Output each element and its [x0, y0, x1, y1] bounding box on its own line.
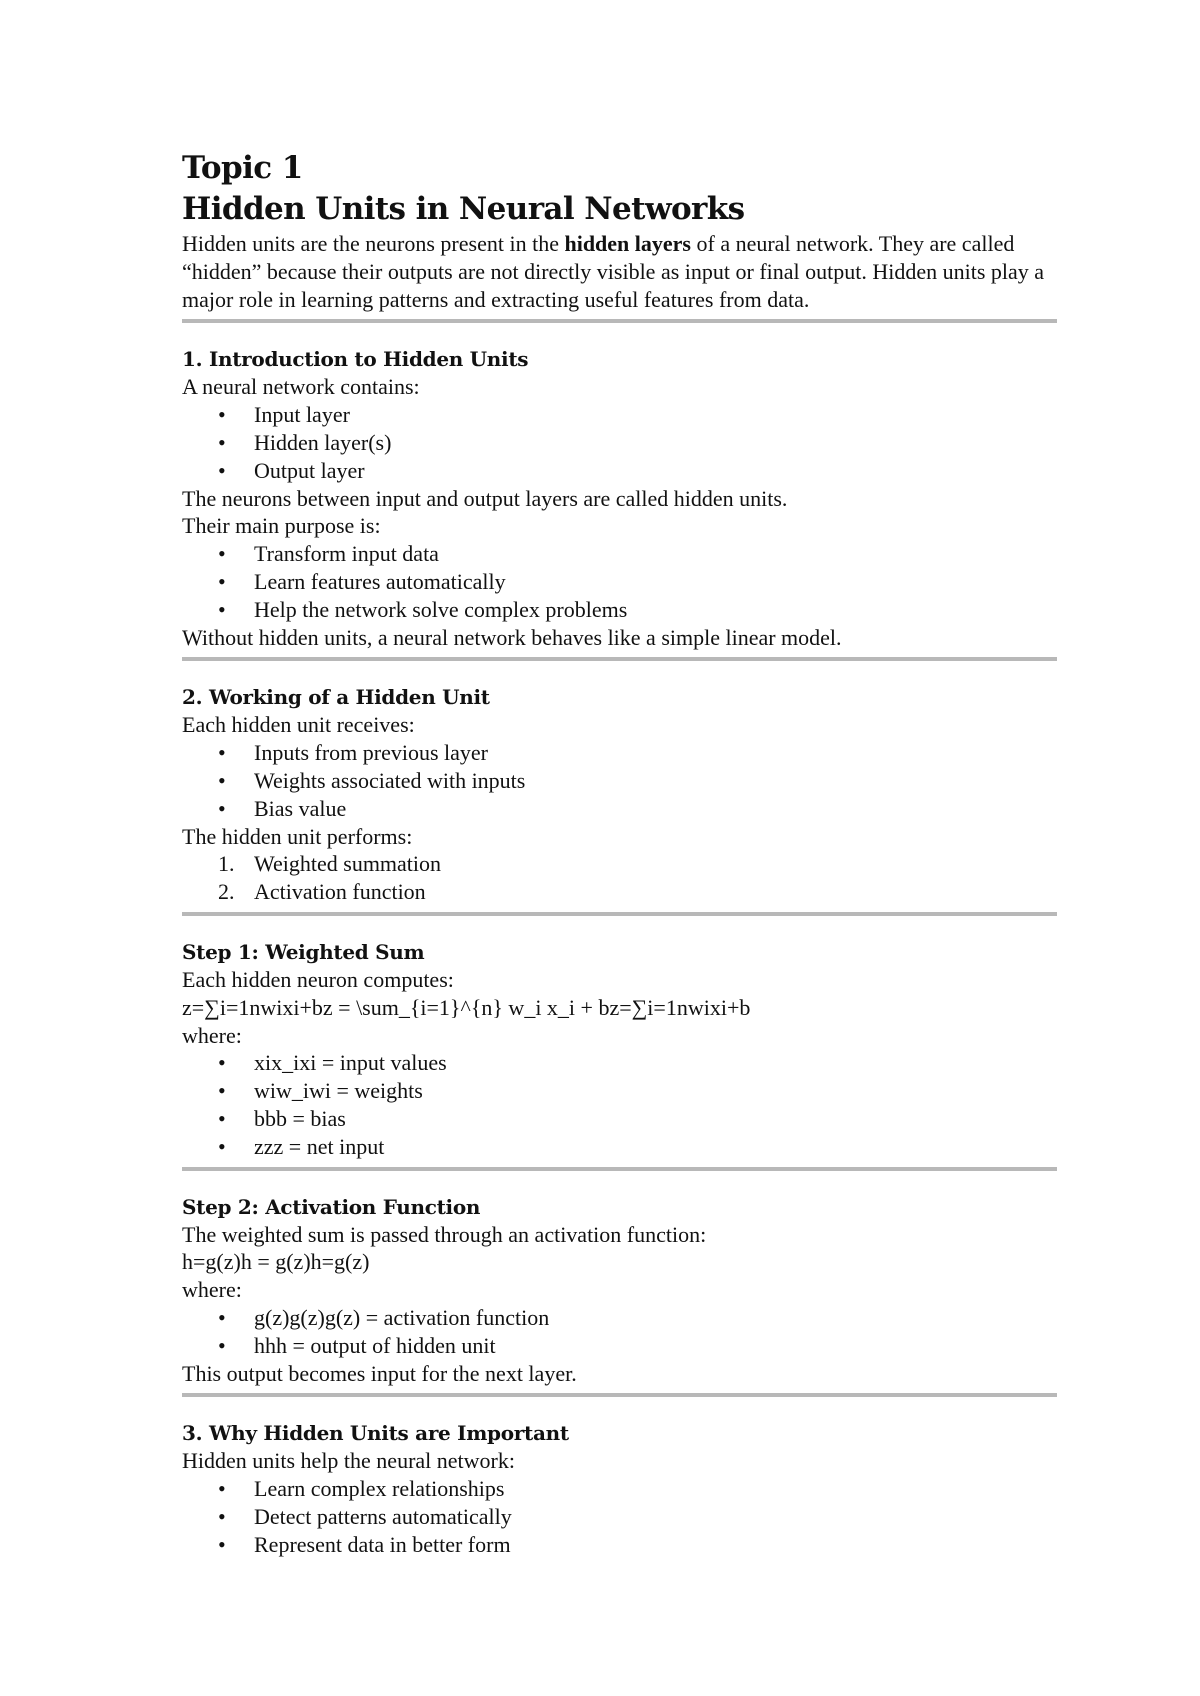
list-item: 2. Activation function	[218, 879, 426, 905]
bullet-list-layers	[182, 401, 1057, 484]
bold-hidden-layers: hidden layers	[564, 231, 691, 256]
section-divider	[182, 1167, 1057, 1171]
list-item: • Weights associated with inputs	[182, 767, 1057, 795]
bullet-list-activation-vars	[182, 1304, 1057, 1360]
list-item: • xix_ixi = input values	[182, 1049, 1057, 1077]
list-number: 2.	[218, 879, 235, 905]
section-heading-step1: Step 1: Weighted Sum	[182, 939, 425, 964]
list-item: • zzz = net input	[182, 1133, 1057, 1161]
section-divider	[182, 1393, 1057, 1397]
paragraph: Each hidden neuron computes:	[182, 966, 454, 992]
section-heading-step2: Step 2: Activation Function	[182, 1194, 481, 1219]
numbered-list-performs	[182, 850, 1057, 906]
bullet-list-receives	[182, 739, 1057, 822]
list-item: • Detect patterns automatically	[182, 1503, 1057, 1531]
list-number: 1.	[218, 851, 235, 877]
paragraph: Each hidden unit receives:	[182, 712, 415, 738]
list-item: • wiw_iwi = weights	[182, 1077, 1057, 1105]
intro-paragraph: Hidden units are the neurons present in the hidden layers of a neural network. They are called “hidden” because their outputs are not directly visible as input or final output. Hidden units play a major role in learning patterns and extracting useful features from data.	[182, 231, 1045, 312]
paragraph: The hidden unit performs:	[182, 823, 413, 849]
paragraph: The neurons between input and output layers are called hidden units.	[182, 485, 788, 511]
document-title: Hidden Units in Neural Networks	[182, 191, 745, 227]
bullet-list-variables	[182, 1049, 1057, 1160]
list-item: • Bias value	[182, 795, 1057, 823]
list-item: • bbb = bias	[182, 1105, 1057, 1133]
paragraph: The weighted sum is passed through an activation function:	[182, 1221, 707, 1247]
paragraph: Hidden units help the neural network:	[182, 1448, 515, 1474]
paragraph: Without hidden units, a neural network behaves like a simple linear model.	[182, 624, 842, 650]
paragraph: This output becomes input for the next layer.	[182, 1360, 577, 1386]
paragraph: where:	[182, 1022, 242, 1048]
section-heading-introduction: 1. Introduction to Hidden Units	[182, 347, 529, 372]
section-divider	[182, 657, 1057, 661]
bullet-list-purpose	[182, 540, 1057, 623]
section-divider	[182, 912, 1057, 916]
list-item: • g(z)g(z)g(z) = activation function	[182, 1304, 1057, 1332]
list-item: • Transform input data	[182, 540, 1057, 568]
list-item: • Learn complex relationships	[182, 1475, 1057, 1503]
list-item: • Help the network solve complex problems	[182, 596, 1057, 624]
list-item: 1. Weighted summation	[218, 851, 442, 877]
list-item: • Learn features automatically	[182, 568, 1057, 596]
document-page	[182, 148, 1057, 1558]
paragraph: where:	[182, 1277, 242, 1303]
list-item: • hhh = output of hidden unit	[182, 1332, 1057, 1360]
section-heading-importance: 3. Why Hidden Units are Important	[182, 1421, 569, 1446]
list-item: • Represent data in better form	[182, 1531, 1057, 1559]
bullet-list-importance	[182, 1475, 1057, 1558]
formula-activation: h=g(z)h = g(z)h=g(z)	[182, 1249, 370, 1275]
list-item: • Output layer	[182, 457, 1057, 485]
list-item: • Hidden layer(s)	[182, 429, 1057, 457]
list-item: • Input layer	[182, 401, 1057, 429]
paragraph: A neural network contains:	[182, 374, 420, 400]
list-item: • Inputs from previous layer	[182, 739, 1057, 767]
topic-title: Topic 1	[182, 150, 303, 186]
paragraph: Their main purpose is:	[182, 513, 381, 539]
formula-weighted-sum: z=∑i=1nwixi+bz = \sum_{i=1}^{n} w_i x_i + bz=∑i=1nwixi+b	[182, 994, 751, 1020]
section-heading-working: 2. Working of a Hidden Unit	[182, 685, 490, 710]
section-divider	[182, 319, 1057, 323]
